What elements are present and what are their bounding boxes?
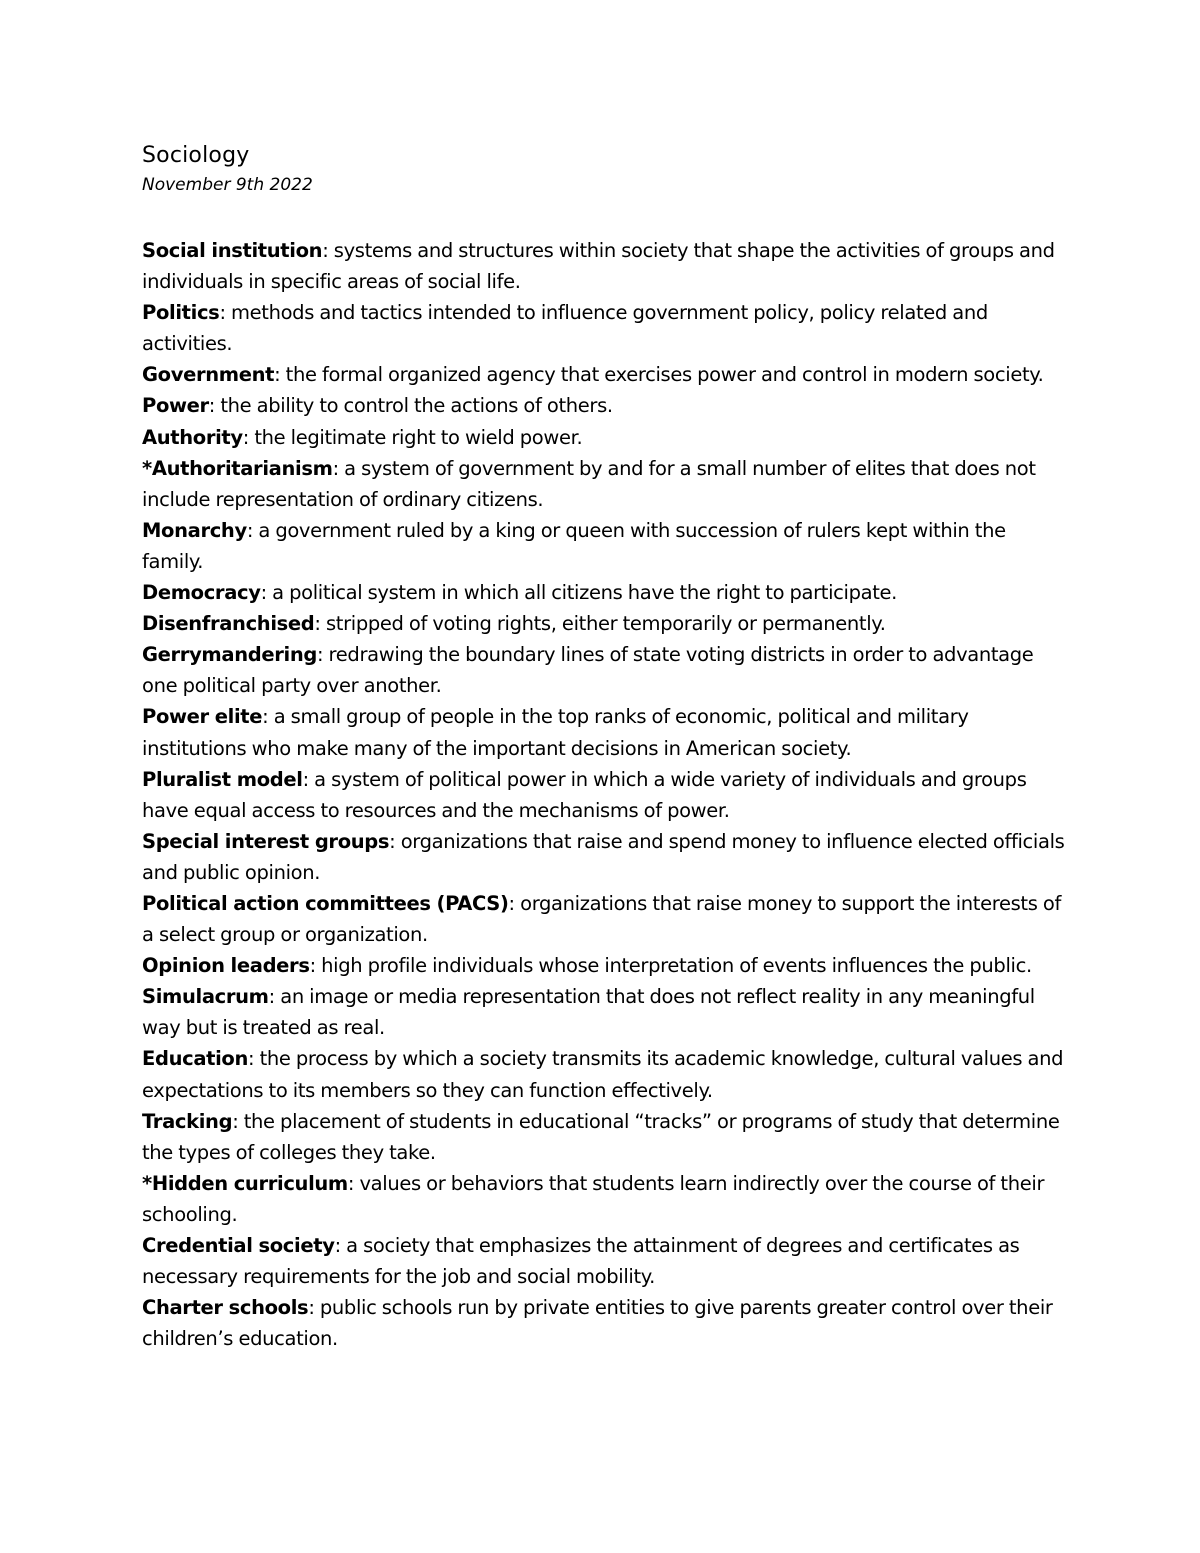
definition-term: Social institution: [142, 239, 323, 262]
definition-item: [142, 1168, 1072, 1230]
definition-item: [142, 453, 1072, 515]
document-page: [142, 141, 1072, 1354]
definition-text: : a government ruled by a king or queen with succession of rulers kept within the family.: [142, 518, 1006, 573]
definition-text: : the placement of students in educational “tracks” or programs of study that determine the types of colleges they take.: [142, 1109, 1060, 1164]
definition-item: [142, 515, 1072, 577]
definition-item: [142, 639, 1072, 701]
definition-term: Charter schools: [142, 1296, 309, 1320]
definition-term: Government: [142, 363, 275, 387]
definition-text: : public schools run by private entities to give parents greater control over their children’s education.: [142, 1296, 1053, 1351]
definition-term: Tracking: [142, 1109, 233, 1133]
definition-text: : the process by which a society transmits its academic knowledge, cultural values and expectations to its members so they can function effectively.: [142, 1047, 1064, 1102]
definition-text: : values or behaviors that students learn indirectly over the course of their schooling.: [142, 1171, 1045, 1226]
definition-term: Power elite: [142, 705, 263, 729]
definition-text: : a system of government by and for a small number of elites that does not include representation of ordinary citizens.: [142, 456, 1036, 511]
definition-term: Disenfranchised: [142, 612, 315, 636]
definition-item: [142, 390, 1072, 421]
definition-text: : a system of political power in which a wide variety of individuals and groups have equal access to resources and the mechanisms of power.: [142, 767, 1027, 822]
definition-text: : a society that emphasizes the attainment of degrees and certificates as necessary requirements for the job and social mobility.: [142, 1234, 1020, 1289]
definition-text: : the formal organized agency that exercises power and control in modern society.: [274, 363, 1044, 387]
document-title: Sociology: [142, 143, 250, 168]
definition-text: : organizations that raise and spend money to influence elected officials and public opinion.: [142, 829, 1065, 884]
definition-term: Gerrymandering: [142, 643, 317, 667]
definition-term: Authority: [142, 425, 243, 449]
definition-term: Pluralist model: [142, 767, 303, 791]
definition-text: : a small group of people in the top ranks of economic, political and military institutions who make many of the important decisions in American society.: [142, 705, 969, 760]
definition-term: *Hidden curriculum: [142, 1171, 348, 1195]
definition-term: Special interest groups: [142, 829, 390, 853]
definition-text: : methods and tactics intended to influence government policy, policy related and activities.: [142, 301, 988, 356]
definition-term: Monarchy: [142, 518, 247, 542]
definition-term: Credential society: [142, 1234, 335, 1257]
definition-item: [142, 950, 1072, 981]
definition-text: : systems and structures within society that shape the activities of groups and individuals in specific areas of social life.: [142, 239, 1055, 294]
definition-item: [142, 1043, 1072, 1105]
definition-term: Opinion leaders: [142, 954, 310, 978]
definition-item: [142, 297, 1072, 359]
definition-item: [142, 701, 1072, 763]
definition-item: [142, 422, 1072, 453]
definition-term: Politics: [142, 301, 220, 325]
definition-item: [142, 577, 1072, 608]
definition-item: [142, 888, 1072, 950]
definition-term: Democracy: [142, 581, 261, 605]
definition-term: Simulacrum: [142, 985, 269, 1009]
definition-item: [142, 826, 1072, 888]
definition-term: Political action committees (PACS): [142, 891, 509, 915]
definition-text: : the legitimate right to wield power.: [242, 425, 583, 449]
definition-text: : redrawing the boundary lines of state voting districts in order to advantage one political party over another.: [142, 643, 1034, 698]
definition-item: [142, 608, 1072, 639]
definition-term: *Authoritarianism: [142, 456, 333, 480]
definition-text: : stripped of voting rights, either temporarily or permanently.: [314, 612, 886, 636]
definition-item: [142, 981, 1072, 1043]
definition-text: : an image or media representation that does not reflect reality in any meaningful way but is treated as real.: [142, 985, 1035, 1040]
definition-text: : the ability to control the actions of others.: [208, 394, 613, 418]
definition-item: [142, 764, 1072, 826]
definition-term: Power: [142, 394, 209, 418]
definition-text: : a political system in which all citizens have the right to participate.: [260, 581, 898, 605]
definition-item: [142, 235, 1072, 297]
definition-item: [142, 1106, 1072, 1168]
definition-item: [142, 1230, 1072, 1292]
definition-item: [142, 359, 1072, 390]
definition-item: [142, 1292, 1072, 1354]
definition-text: : high profile individuals whose interpretation of events influences the public.: [309, 954, 1032, 978]
definitions-list: [142, 235, 1072, 1354]
document-date: November 9th 2022: [142, 175, 313, 195]
definition-text: : organizations that raise money to support the interests of a select group or organization.: [142, 891, 1061, 947]
definition-term: Education: [142, 1047, 249, 1071]
